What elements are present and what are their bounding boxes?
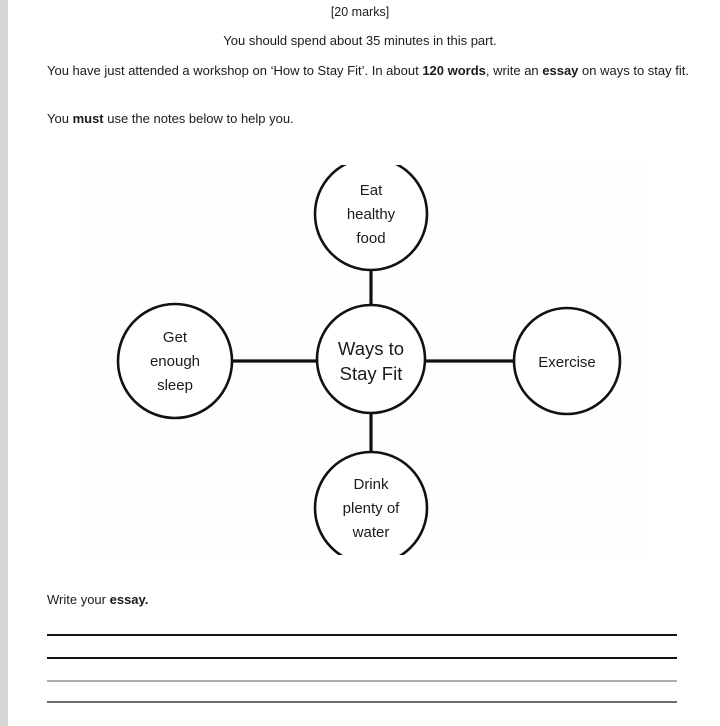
task-essay-emphasis: essay [542,63,579,78]
answer-line-2 [47,657,677,659]
node-left-label-line1: Get [162,329,188,346]
answer-line-3 [47,680,677,682]
node-left-label-line3: sleep [157,377,193,394]
exam-page [8,0,720,726]
write-prompt-pre-text: Write your [47,592,110,607]
timing-instruction: You should spend about 35 minutes in this part. [223,33,497,48]
notes-instruction [47,109,690,129]
task-mid-text: , write an [485,63,543,78]
notes-post-text: use the notes below to help you. [103,111,294,126]
node-center-label-line1: Ways to [337,338,405,359]
node-right-label-line1: Exercise [538,354,596,371]
node-bottom-label-line2: plenty of [342,500,400,517]
node-center-circle [317,305,425,413]
answer-line-4 [47,701,677,703]
node-top-label-line1: Eat [359,182,383,199]
task-intro-text: You have just attended a workshop on ‘How to Stay Fit’. In about [47,63,423,78]
task-instruction [47,61,690,81]
notes-must-emphasis: must [72,111,104,126]
write-essay-prompt [47,591,148,609]
page-left-gutter [0,0,8,726]
write-prompt-emphasis: essay. [109,592,149,607]
node-top-label-line3: food [356,230,386,247]
task-end-text: on ways to stay fit. [578,63,689,78]
node-bottom-label-line3: water [352,524,390,541]
node-top-label-line2: healthy [346,206,396,223]
node-left-label-line2: enough [149,353,201,370]
notes-pre-text: You [47,111,73,126]
node-center-label-line2: Stay Fit [339,363,403,384]
answer-line-1 [47,634,677,636]
node-bottom-label-line1: Drink [353,476,389,493]
marks-label: [20 marks] [330,5,390,19]
task-word-count: 120 words [422,63,486,78]
mind-map-diagram [80,165,648,555]
